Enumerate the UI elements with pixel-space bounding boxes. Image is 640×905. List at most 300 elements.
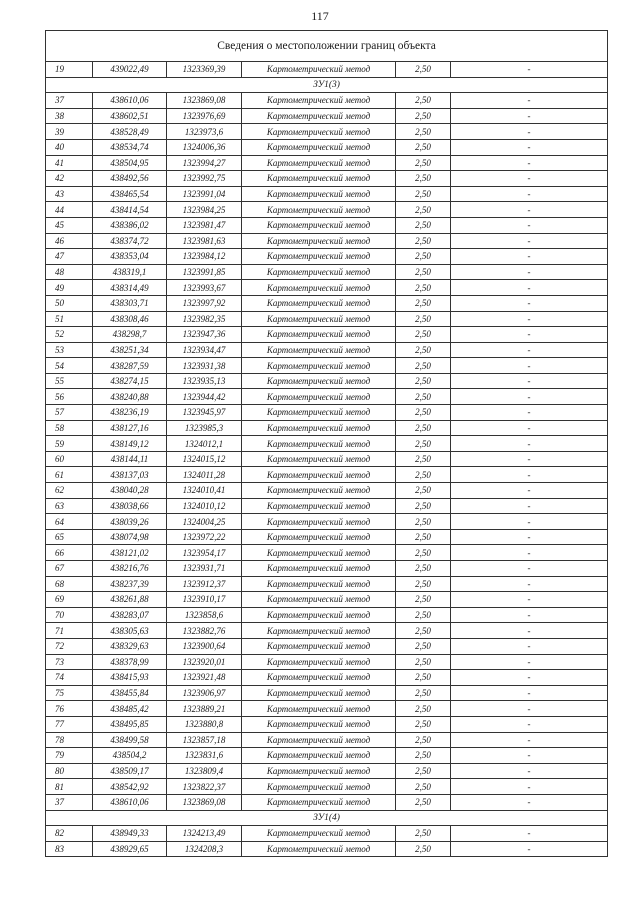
table-row [46,233,608,249]
table-row [46,124,608,140]
note-cell: - [451,748,608,764]
point-number-cell: 69 [46,592,93,608]
point-number-cell: 73 [46,654,93,670]
y-coordinate-cell: 1323822,37 [167,779,242,795]
table-row [46,607,608,623]
accuracy-cell: 2,50 [396,389,451,405]
method-cell: Картометрический метод [242,732,396,748]
point-number-cell: 59 [46,436,93,452]
x-coordinate-cell: 438127,16 [93,420,167,436]
note-cell: - [451,93,608,109]
table-row [46,483,608,499]
table-row [46,498,608,514]
method-cell: Картометрический метод [242,202,396,218]
note-cell: - [451,358,608,374]
y-coordinate-cell: 1323931,38 [167,358,242,374]
method-cell: Картометрический метод [242,794,396,810]
accuracy-cell: 2,50 [396,685,451,701]
point-number-cell: 49 [46,280,93,296]
note-cell: - [451,405,608,421]
method-cell: Картометрический метод [242,155,396,171]
x-coordinate-cell: 438455,84 [93,685,167,701]
table-title-row [46,31,608,62]
x-coordinate-cell: 438504,95 [93,155,167,171]
table-row [46,264,608,280]
y-coordinate-cell: 1323944,42 [167,389,242,405]
table-row [46,467,608,483]
y-coordinate-cell: 1323869,08 [167,93,242,109]
y-coordinate-cell: 1323809,4 [167,763,242,779]
table-row [46,280,608,296]
method-cell: Картометрический метод [242,592,396,608]
table-row [46,311,608,327]
point-number-cell: 75 [46,685,93,701]
table-row [46,295,608,311]
accuracy-cell: 2,50 [396,217,451,233]
point-number-cell: 77 [46,716,93,732]
y-coordinate-cell: 1324004,25 [167,514,242,530]
accuracy-cell: 2,50 [396,342,451,358]
method-cell: Картометрический метод [242,607,396,623]
x-coordinate-cell: 438542,92 [93,779,167,795]
x-coordinate-cell: 438236,19 [93,405,167,421]
method-cell: Картометрический метод [242,233,396,249]
point-number-cell: 63 [46,498,93,514]
table-row [46,108,608,124]
note-cell: - [451,529,608,545]
y-coordinate-cell: 1324208,3 [167,841,242,857]
note-cell: - [451,607,608,623]
note-cell: - [451,436,608,452]
method-cell: Картометрический метод [242,311,396,327]
accuracy-cell: 2,50 [396,670,451,686]
y-coordinate-cell: 1323882,76 [167,623,242,639]
accuracy-cell: 2,50 [396,826,451,842]
table-row [46,420,608,436]
y-coordinate-cell: 1323982,35 [167,311,242,327]
method-cell: Картометрический метод [242,327,396,343]
table-row [46,202,608,218]
note-cell: - [451,186,608,202]
point-number-cell: 51 [46,311,93,327]
method-cell: Картометрический метод [242,264,396,280]
accuracy-cell: 2,50 [396,483,451,499]
point-number-cell: 83 [46,841,93,857]
accuracy-cell: 2,50 [396,592,451,608]
x-coordinate-cell: 438414,54 [93,202,167,218]
y-coordinate-cell: 1323369,39 [167,62,242,78]
x-coordinate-cell: 438216,76 [93,561,167,577]
note-cell: - [451,264,608,280]
point-number-cell: 43 [46,186,93,202]
note-cell: - [451,420,608,436]
x-coordinate-cell: 438465,54 [93,186,167,202]
note-cell: - [451,561,608,577]
point-number-cell: 74 [46,670,93,686]
point-number-cell: 47 [46,249,93,265]
x-coordinate-cell: 438149,12 [93,436,167,452]
y-coordinate-cell: 1323857,18 [167,732,242,748]
note-cell: - [451,171,608,187]
x-coordinate-cell: 438298,7 [93,327,167,343]
accuracy-cell: 2,50 [396,794,451,810]
x-coordinate-cell: 438485,42 [93,701,167,717]
table-row [46,826,608,842]
y-coordinate-cell: 1324012,1 [167,436,242,452]
note-cell: - [451,545,608,561]
accuracy-cell: 2,50 [396,779,451,795]
point-number-cell: 82 [46,826,93,842]
table-row [46,358,608,374]
method-cell: Картометрический метод [242,514,396,530]
point-number-cell: 67 [46,561,93,577]
y-coordinate-cell: 1323831,6 [167,748,242,764]
y-coordinate-cell: 1323985,3 [167,420,242,436]
note-cell: - [451,155,608,171]
note-cell: - [451,732,608,748]
x-coordinate-cell: 438610,06 [93,794,167,810]
point-number-cell: 60 [46,451,93,467]
point-number-cell: 68 [46,576,93,592]
point-number-cell: 79 [46,748,93,764]
x-coordinate-cell: 438319,1 [93,264,167,280]
accuracy-cell: 2,50 [396,327,451,343]
method-cell: Картометрический метод [242,763,396,779]
point-number-cell: 39 [46,124,93,140]
table-row [46,62,608,78]
accuracy-cell: 2,50 [396,93,451,109]
accuracy-cell: 2,50 [396,405,451,421]
method-cell: Картометрический метод [242,685,396,701]
accuracy-cell: 2,50 [396,62,451,78]
table-row [46,685,608,701]
y-coordinate-cell: 1324015,12 [167,451,242,467]
y-coordinate-cell: 1323945,97 [167,405,242,421]
accuracy-cell: 2,50 [396,358,451,374]
x-coordinate-cell: 438534,74 [93,139,167,155]
accuracy-cell: 2,50 [396,420,451,436]
y-coordinate-cell: 1324213,49 [167,826,242,842]
accuracy-cell: 2,50 [396,638,451,654]
table-row [46,186,608,202]
note-cell: - [451,108,608,124]
note-cell: - [451,685,608,701]
accuracy-cell: 2,50 [396,545,451,561]
accuracy-cell: 2,50 [396,295,451,311]
y-coordinate-cell: 1323920,01 [167,654,242,670]
note-cell: - [451,280,608,296]
method-cell: Картометрический метод [242,841,396,857]
y-coordinate-cell: 1323947,36 [167,327,242,343]
method-cell: Картометрический метод [242,342,396,358]
note-cell: - [451,826,608,842]
x-coordinate-cell: 438261,88 [93,592,167,608]
method-cell: Картометрический метод [242,373,396,389]
note-cell: - [451,342,608,358]
table-row [46,389,608,405]
y-coordinate-cell: 1323997,92 [167,295,242,311]
accuracy-cell: 2,50 [396,701,451,717]
point-number-cell: 80 [46,763,93,779]
note-cell: - [451,139,608,155]
accuracy-cell: 2,50 [396,561,451,577]
table-row [46,217,608,233]
table-row [46,249,608,265]
method-cell: Картометрический метод [242,358,396,374]
note-cell: - [451,373,608,389]
table-row [46,794,608,810]
y-coordinate-cell: 1323992,75 [167,171,242,187]
note-cell: - [451,389,608,405]
page-number: 117 [311,9,329,23]
y-coordinate-cell: 1323991,85 [167,264,242,280]
note-cell: - [451,763,608,779]
y-coordinate-cell: 1323954,17 [167,545,242,561]
method-cell: Картометрический метод [242,171,396,187]
point-number-cell: 56 [46,389,93,405]
method-cell: Картометрический метод [242,295,396,311]
x-coordinate-cell: 438283,07 [93,607,167,623]
table-row [46,139,608,155]
x-coordinate-cell: 438949,33 [93,826,167,842]
method-cell: Картометрический метод [242,186,396,202]
accuracy-cell: 2,50 [396,171,451,187]
table-row [46,342,608,358]
table-title: Сведения о местоположении границ объекта [46,31,608,62]
point-number-cell: 57 [46,405,93,421]
accuracy-cell: 2,50 [396,280,451,296]
point-number-cell: 19 [46,62,93,78]
y-coordinate-cell: 1323984,25 [167,202,242,218]
point-number-cell: 76 [46,701,93,717]
x-coordinate-cell: 438499,58 [93,732,167,748]
table-row [46,716,608,732]
note-cell: - [451,249,608,265]
method-cell: Картометрический метод [242,217,396,233]
table-row [46,545,608,561]
point-number-cell: 81 [46,779,93,795]
note-cell: - [451,638,608,654]
method-cell: Картометрический метод [242,467,396,483]
accuracy-cell: 2,50 [396,249,451,265]
y-coordinate-cell: 1323991,04 [167,186,242,202]
note-cell: - [451,701,608,717]
accuracy-cell: 2,50 [396,311,451,327]
y-coordinate-cell: 1324011,28 [167,467,242,483]
note-cell: - [451,670,608,686]
accuracy-cell: 2,50 [396,139,451,155]
point-number-cell: 65 [46,529,93,545]
method-cell: Картометрический метод [242,124,396,140]
note-cell: - [451,841,608,857]
table-row [46,763,608,779]
y-coordinate-cell: 1324010,41 [167,483,242,499]
x-coordinate-cell: 438074,98 [93,529,167,545]
note-cell: - [451,124,608,140]
accuracy-cell: 2,50 [396,732,451,748]
y-coordinate-cell: 1323994,27 [167,155,242,171]
accuracy-cell: 2,50 [396,233,451,249]
table-row [46,576,608,592]
note-cell: - [451,295,608,311]
y-coordinate-cell: 1323858,6 [167,607,242,623]
x-coordinate-cell: 438492,56 [93,171,167,187]
point-number-cell: 72 [46,638,93,654]
note-cell: - [451,483,608,499]
point-number-cell: 50 [46,295,93,311]
accuracy-cell: 2,50 [396,716,451,732]
x-coordinate-cell: 438274,15 [93,373,167,389]
point-number-cell: 78 [46,732,93,748]
table-row [46,841,608,857]
point-number-cell: 70 [46,607,93,623]
x-coordinate-cell: 438314,49 [93,280,167,296]
point-number-cell: 64 [46,514,93,530]
point-number-cell: 45 [46,217,93,233]
accuracy-cell: 2,50 [396,124,451,140]
method-cell: Картометрический метод [242,498,396,514]
accuracy-cell: 2,50 [396,202,451,218]
x-coordinate-cell: 438495,85 [93,716,167,732]
x-coordinate-cell: 438038,66 [93,498,167,514]
y-coordinate-cell: 1323912,37 [167,576,242,592]
x-coordinate-cell: 438374,72 [93,233,167,249]
method-cell: Картометрический метод [242,826,396,842]
method-cell: Картометрический метод [242,62,396,78]
table-row [46,701,608,717]
note-cell: - [451,592,608,608]
point-number-cell: 54 [46,358,93,374]
x-coordinate-cell: 438144,11 [93,451,167,467]
y-coordinate-cell: 1323900,64 [167,638,242,654]
x-coordinate-cell: 438251,34 [93,342,167,358]
method-cell: Картометрический метод [242,716,396,732]
table-row [46,623,608,639]
accuracy-cell: 2,50 [396,498,451,514]
note-cell: - [451,794,608,810]
x-coordinate-cell: 438929,65 [93,841,167,857]
table-row [46,327,608,343]
note-cell: - [451,623,608,639]
y-coordinate-cell: 1323880,8 [167,716,242,732]
y-coordinate-cell: 1323869,08 [167,794,242,810]
method-cell: Картометрический метод [242,545,396,561]
y-coordinate-cell: 1323972,22 [167,529,242,545]
accuracy-cell: 2,50 [396,654,451,670]
accuracy-cell: 2,50 [396,436,451,452]
point-number-cell: 41 [46,155,93,171]
note-cell: - [451,716,608,732]
x-coordinate-cell: 438040,28 [93,483,167,499]
note-cell: - [451,576,608,592]
method-cell: Картометрический метод [242,436,396,452]
table-row [46,561,608,577]
x-coordinate-cell: 438415,93 [93,670,167,686]
method-cell: Картометрический метод [242,280,396,296]
section-label: ЗУ1(3) [46,77,608,93]
x-coordinate-cell: 439022,49 [93,62,167,78]
point-number-cell: 44 [46,202,93,218]
note-cell: - [451,498,608,514]
table-row [46,405,608,421]
accuracy-cell: 2,50 [396,155,451,171]
x-coordinate-cell: 438137,03 [93,467,167,483]
y-coordinate-cell: 1323910,17 [167,592,242,608]
y-coordinate-cell: 1323921,48 [167,670,242,686]
point-number-cell: 38 [46,108,93,124]
method-cell: Картометрический метод [242,638,396,654]
note-cell: - [451,233,608,249]
y-coordinate-cell: 1323984,12 [167,249,242,265]
y-coordinate-cell: 1323906,97 [167,685,242,701]
point-number-cell: 37 [46,93,93,109]
method-cell: Картометрический метод [242,139,396,155]
accuracy-cell: 2,50 [396,373,451,389]
point-number-cell: 52 [46,327,93,343]
note-cell: - [451,467,608,483]
table-row [46,748,608,764]
y-coordinate-cell: 1323976,69 [167,108,242,124]
table-row [46,592,608,608]
section-label: ЗУ1(4) [46,810,608,826]
point-number-cell: 66 [46,545,93,561]
x-coordinate-cell: 438303,71 [93,295,167,311]
x-coordinate-cell: 438602,51 [93,108,167,124]
table-row [46,732,608,748]
accuracy-cell: 2,50 [396,748,451,764]
accuracy-cell: 2,50 [396,841,451,857]
accuracy-cell: 2,50 [396,264,451,280]
note-cell: - [451,327,608,343]
note-cell: - [451,654,608,670]
x-coordinate-cell: 438329,63 [93,638,167,654]
method-cell: Картометрический метод [242,420,396,436]
method-cell: Картометрический метод [242,561,396,577]
point-number-cell: 42 [46,171,93,187]
method-cell: Картометрический метод [242,451,396,467]
x-coordinate-cell: 438039,26 [93,514,167,530]
x-coordinate-cell: 438378,99 [93,654,167,670]
note-cell: - [451,779,608,795]
note-cell: - [451,311,608,327]
method-cell: Картометрический метод [242,670,396,686]
accuracy-cell: 2,50 [396,763,451,779]
accuracy-cell: 2,50 [396,529,451,545]
point-number-cell: 48 [46,264,93,280]
method-cell: Картометрический метод [242,576,396,592]
y-coordinate-cell: 1323981,63 [167,233,242,249]
method-cell: Картометрический метод [242,389,396,405]
y-coordinate-cell: 1324006,36 [167,139,242,155]
accuracy-cell: 2,50 [396,451,451,467]
table-row [46,451,608,467]
y-coordinate-cell: 1324010,12 [167,498,242,514]
accuracy-cell: 2,50 [396,514,451,530]
x-coordinate-cell: 438237,39 [93,576,167,592]
point-number-cell: 61 [46,467,93,483]
table-row [46,638,608,654]
method-cell: Картометрический метод [242,748,396,764]
x-coordinate-cell: 438528,49 [93,124,167,140]
x-coordinate-cell: 438386,02 [93,217,167,233]
table-row [46,436,608,452]
note-cell: - [451,202,608,218]
section-row [46,77,608,93]
table-row [46,779,608,795]
note-cell: - [451,217,608,233]
table-row [46,155,608,171]
accuracy-cell: 2,50 [396,607,451,623]
